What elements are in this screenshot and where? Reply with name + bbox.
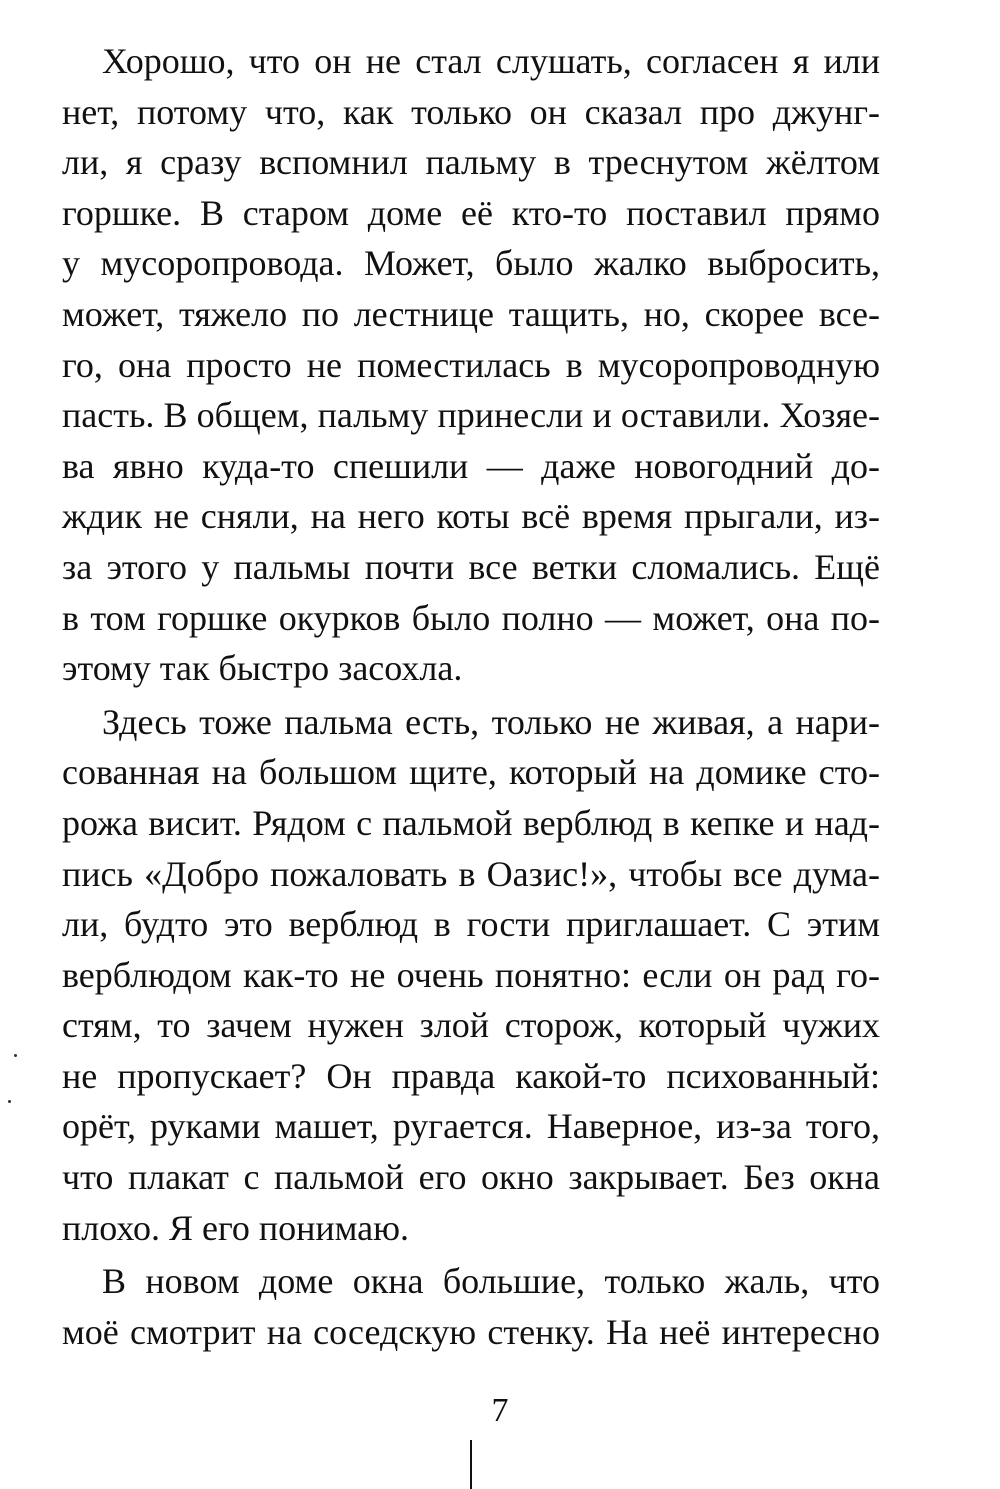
text-line: рожа висит. Рядом с пальмой верблюд в кепке и над- <box>62 802 880 843</box>
text-line: пись «Добро пожаловать в Оазис!», чтобы все дума- <box>62 853 880 894</box>
text-line: горшке. В старом доме её кто-то поставил прямо <box>62 192 880 233</box>
text-line: сованная на большом щите, который на домике сто- <box>62 752 880 793</box>
text-line: нет, потому что, как только он сказал про джунг- <box>62 91 880 132</box>
text-line: не пропускает? Он правда какой-то психованный: <box>62 1055 880 1096</box>
scan-speck <box>14 1054 17 1057</box>
paragraph-3 <box>62 1256 880 1357</box>
text-line: пасть. В общем, пальму принесли и оставили. Хозяе- <box>62 395 880 436</box>
text-line: может, тяжело по лестнице тащить, но, скорее все- <box>62 293 880 334</box>
paragraph-1 <box>62 36 880 694</box>
text-line: что плакат с пальмой его окно закрывает. Без окна <box>62 1157 880 1198</box>
text-line: ждик не сняли, на него коты всё время прыгали, из- <box>62 496 880 537</box>
text-line: этому так быстро засохла. <box>62 648 463 689</box>
text-line: в том горшке окурков было полно — может, она по- <box>62 597 880 638</box>
text-line: ли, будто это верблюд в гости приглашает. С этим <box>62 904 880 945</box>
text-line: моё смотрит на соседскую стенку. На неё интересно <box>62 1311 880 1352</box>
text-line: стям, то зачем нужен злой сторож, который чужих <box>62 1005 880 1046</box>
scan-speck <box>8 1100 11 1103</box>
text-line: Хорошо, что он не стал слушать, согласен я или <box>102 41 880 81</box>
text-line: ли, я сразу вспомнил пальму в треснутом жёлтом <box>62 142 880 183</box>
text-line: Здесь тоже пальма есть, только не живая, а нари- <box>102 701 880 742</box>
body-text <box>62 36 880 1360</box>
folio-rule <box>470 1440 472 1489</box>
text-line: го, она просто не поместилась в мусоропроводную <box>62 344 880 385</box>
text-line: плохо. Я его понимаю. <box>62 1207 410 1248</box>
text-line: ва явно куда-то спешили — даже новогодний до- <box>62 445 880 486</box>
page-number: 7 <box>491 1392 509 1429</box>
text-line: орёт, руками машет, ругается. Наверное, из-за того, <box>62 1106 880 1147</box>
text-line: за этого у пальмы почти все ветки сломались. Ещё <box>62 546 880 587</box>
paragraph-2 <box>62 697 880 1254</box>
text-line: верблюдом как-то не очень понятно: если он рад го- <box>62 954 880 995</box>
text-line: у мусоропровода. Может, было жалко выбросить, <box>62 243 880 284</box>
text-line: В новом доме окна большие, только жаль, что <box>102 1261 880 1302</box>
